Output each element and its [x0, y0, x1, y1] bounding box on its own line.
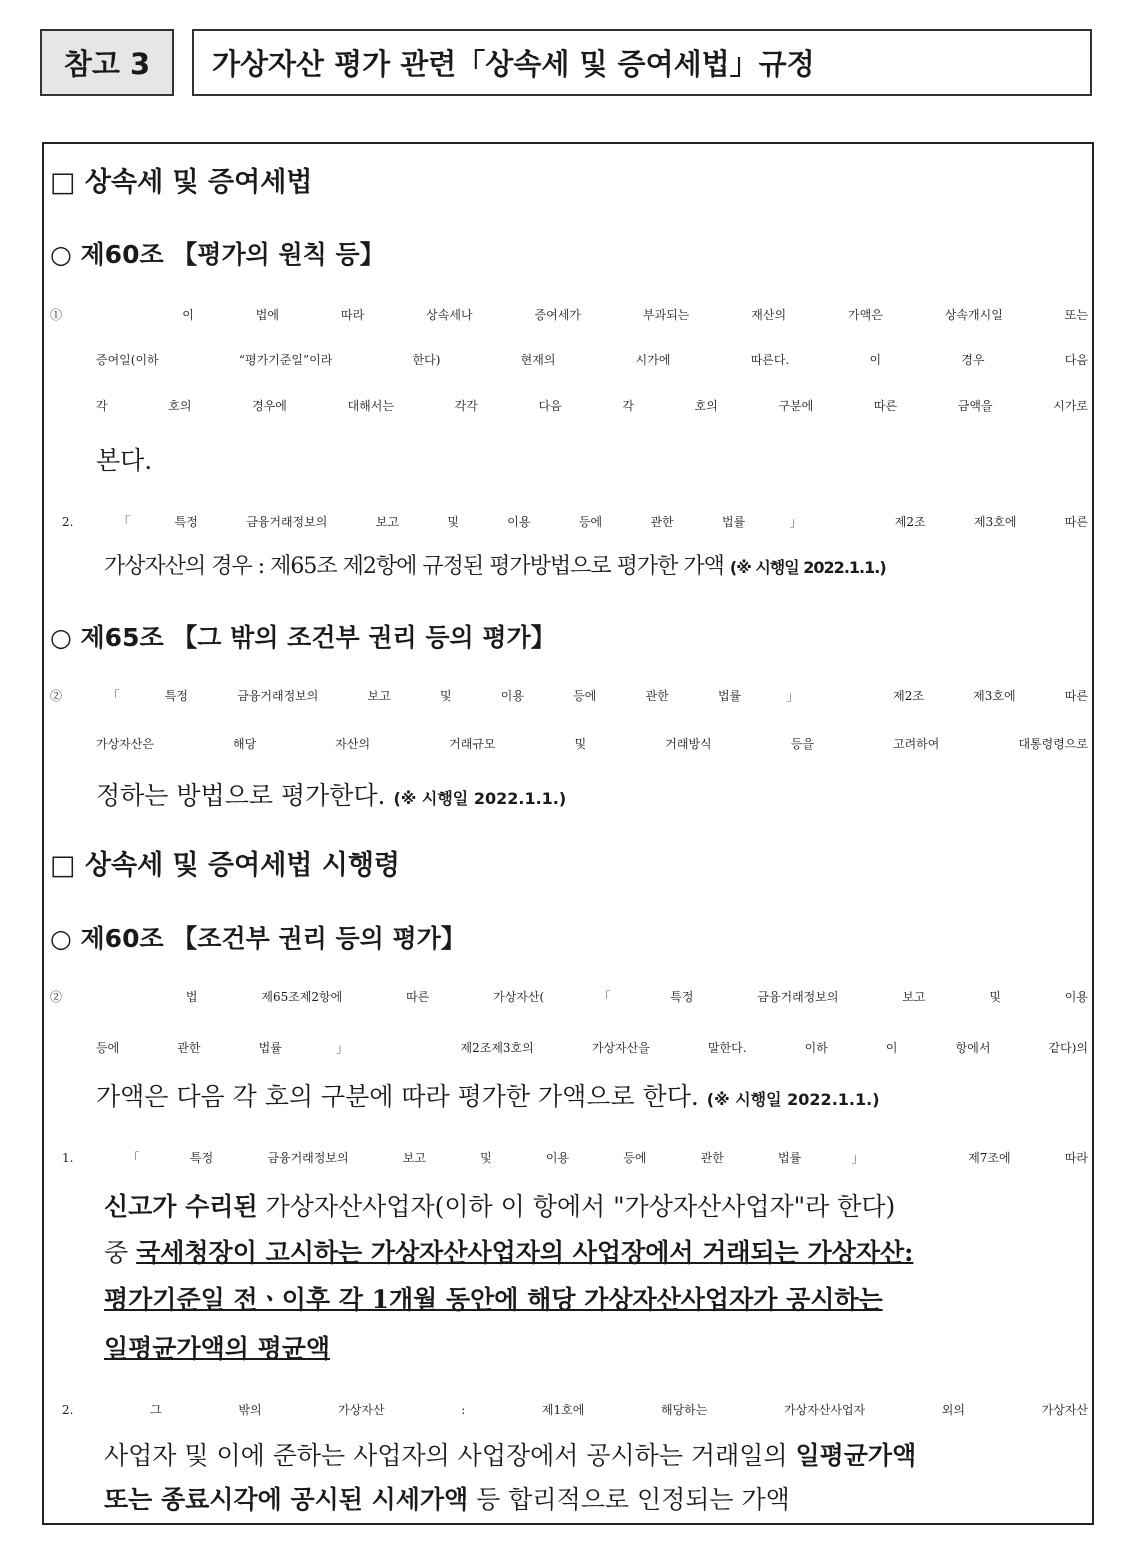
- dec60-item2-line2-text: 사업자 및 이에 준하는 사업자의 사업장에서 공시하는 거래일의: [104, 1441, 796, 1470]
- daily-average-emphasis: 일평균가액: [795, 1441, 917, 1470]
- dec60-item1-line1: 1. 「특정 금융거래정보의 보고 및 이용 등에 관한 법률」 제7조에 따라: [62, 1151, 1088, 1165]
- dec60-item1-line3-pre: 중: [104, 1238, 137, 1267]
- art65-p2-line1: ②「특정 금융거래정보의 보고 및 이용 등에 관한 법률」 제2조 제3호에 따른: [50, 689, 1088, 703]
- art60-item2-line1: 2.「특정 금융거래정보의 보고 및 이용 등에 관한 법률」 제2조 제3호에 따른: [62, 515, 1088, 529]
- art65-p2-line2: 가상자산은 해당 자산의 거래규모 및 거래방식 등을 고려하여 대통령령으로: [96, 737, 1088, 751]
- law-section-heading: □ 상속세 및 증여세법: [50, 167, 313, 198]
- dec60-p2-text: 가액은 다음 각 호의 구분에 따라 평가한 가액으로 한다.: [96, 1082, 699, 1111]
- underlined-emphasis: 국세청장이 고시하는 가상자산사업자의 사업장에서 거래되는 가상자산:: [136, 1238, 914, 1267]
- page-title: 가상자산 평가 관련「상속세 및 증여세법」규정: [192, 29, 1092, 96]
- dec60-item2-line3: [104, 1485, 790, 1515]
- dec60-item1-line3: [104, 1238, 913, 1268]
- effective-date-note: (※ 시행일 2022.1.1.): [729, 558, 886, 577]
- art60-p1-line3: 각 호의 경우에 대해서는 각각 다음 각 호의 구분에 따른 금액을 시가로: [96, 399, 1088, 413]
- article-65-title: ○ 제65조 【그 밖의 조건부 권리 등의 평가】: [50, 623, 556, 652]
- dec60-item2-line3-text: 등 합리적으로 인정되는 가액: [468, 1485, 790, 1514]
- closing-price-emphasis: 또는 종료시각에 공시된 시세가액: [104, 1485, 469, 1514]
- dec60-p2-line1: ② 법 제65조제2항에 따른 가상자산(「특정 금융거래정보의 보고 및 이용: [50, 990, 1088, 1004]
- art65-p2-line3: [96, 781, 566, 814]
- reference-tag: 참고 3: [40, 29, 174, 96]
- decree-article-60-title: ○ 제60조 【조건부 권리 등의 평가】: [50, 924, 466, 953]
- art60-p1-line2: 증여일(이하 “평가기준일”이라 한다) 현재의 시가에 따른다. 이 경우 다음: [96, 353, 1088, 367]
- dec60-item1-line5: 일평균가액의 평균액: [104, 1334, 331, 1363]
- article-60-title: ○ 제60조 【평가의 원칙 등】: [50, 240, 385, 269]
- art60-item2-text: 가상자산의 경우 : 제65조 제2항에 규정된 평가방법으로 평가한 가액: [104, 554, 724, 579]
- dec60-item2-line1: 2. 그 밖의 가상자산 : 제1호에 해당하는 가상자산사업자 외의 가상자산: [62, 1403, 1088, 1417]
- dec60-item1-line2: [104, 1192, 895, 1222]
- art60-p1-line4: 본다.: [96, 446, 153, 475]
- art65-p2-text: 정하는 방법으로 평가한다.: [96, 781, 386, 810]
- decree-section-heading: □ 상속세 및 증여세법 시행령: [50, 850, 401, 881]
- dec60-item2-line2: [104, 1441, 916, 1471]
- registered-emphasis: 신고가 수리된: [104, 1192, 258, 1221]
- art60-p1-line1: ① 이 법에 따라 상속세나 증여세가 부과되는 재산의 가액은 상속개시일 또는: [50, 308, 1088, 322]
- dec60-item1-line4: 평가기준일 전ㆍ이후 각 1개월 동안에 해당 가상자산사업자가 공시하는: [104, 1285, 883, 1314]
- dec60-p2-line3: [96, 1082, 880, 1115]
- effective-date-note: (※ 시행일 2022.1.1.): [706, 1090, 880, 1109]
- dec60-p2-line2: 등에 관한 법률」 제2조제3호의 가상자산을 말한다. 이하 이 항에서 같다)의: [96, 1041, 1088, 1055]
- dec60-item1-line2-text: 가상자산사업자(이하 이 항에서 "가상자산사업자"라 한다): [257, 1192, 896, 1221]
- effective-date-note: (※ 시행일 2022.1.1.): [393, 789, 567, 808]
- art60-item2-line2: [104, 552, 886, 583]
